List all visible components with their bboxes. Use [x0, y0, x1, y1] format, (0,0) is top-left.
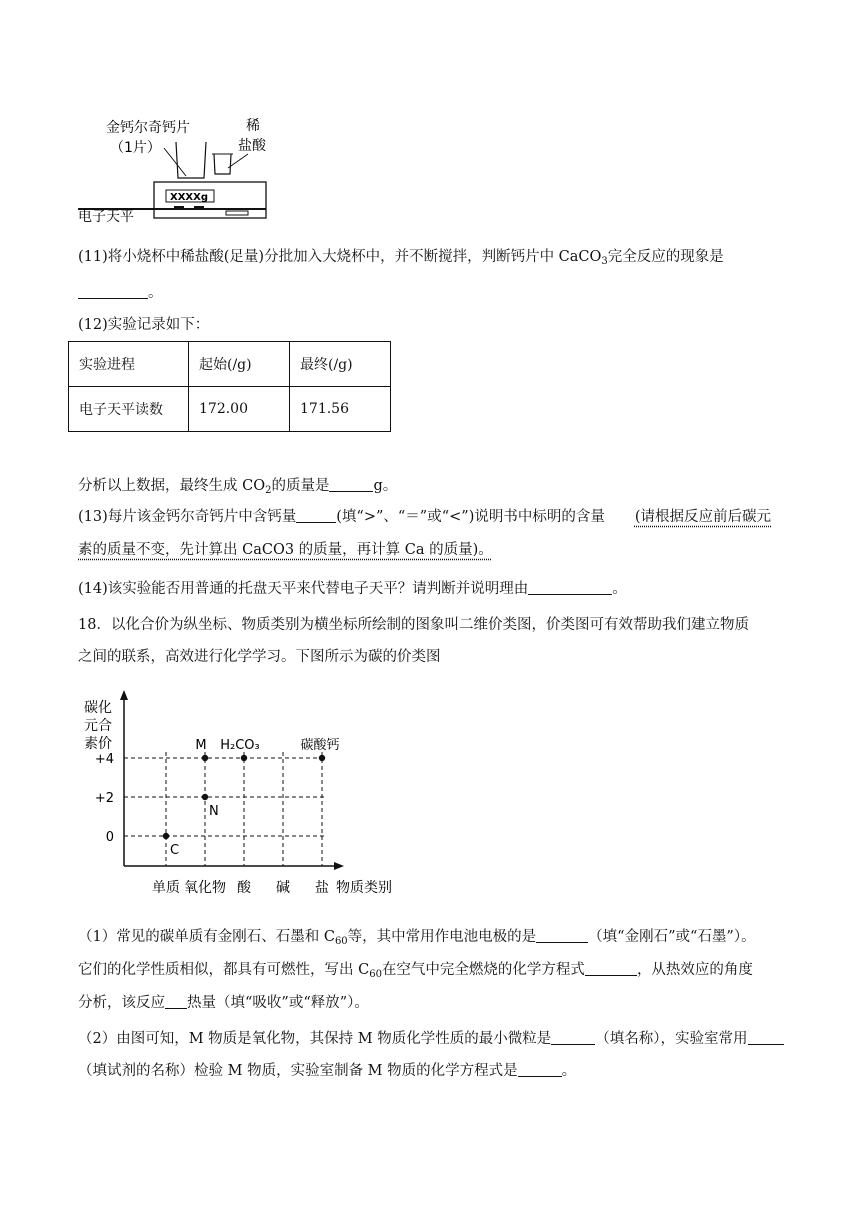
acid-label-2: 盐酸 — [238, 138, 266, 154]
balance-display-text: XXXXg — [170, 192, 208, 203]
x-tick-label: 碱 — [276, 880, 290, 896]
question-14: (14)该实验能否用普通的托盘天平来代替电子天平？请判断并说明理由 。 — [78, 581, 627, 597]
x-axis-label: 物质类别 — [336, 880, 392, 896]
answer-blank[interactable] — [329, 477, 373, 492]
acid-label-1: 稀 — [246, 118, 260, 134]
data-point-label: C — [170, 843, 180, 858]
y-axis-arrow — [120, 690, 128, 700]
y-axis-label-line-1: 碳化 — [84, 700, 112, 716]
data-point-label: N — [209, 804, 219, 819]
x-tick-label: 盐 — [315, 880, 329, 896]
chart-grid — [124, 752, 326, 866]
data-point — [319, 755, 325, 761]
answer-blank[interactable] — [528, 580, 612, 595]
experiment-record-table — [68, 341, 391, 432]
table-row — [69, 387, 391, 432]
y-tick-label: +4 — [94, 752, 114, 767]
question-18-line2: 之间的联系，高效进行化学学习。下图所示为碳的价类图 — [78, 649, 441, 665]
data-point-label: H₂CO₃ — [220, 738, 260, 753]
tablet-label: 金钙尔奇钙片 — [106, 120, 190, 136]
x-tick-label: 单质 — [152, 880, 180, 896]
tablet-count-label: （1片） — [110, 140, 161, 156]
y-tick-label: 0 — [105, 830, 114, 845]
part-1-line2: 它们的化学性质相似，都具有可燃性，写出 $C_{60}$在空气中完全燃烧的化学方程式 ，从热效应的角度 — [78, 962, 753, 980]
answer-blank[interactable] — [536, 928, 588, 943]
answer-blank[interactable] — [518, 1062, 562, 1077]
balance-label: 电子天平 — [78, 209, 134, 225]
balance-apparatus-figure — [78, 112, 278, 228]
part-1-line3: 分析，该反应 热量（填“吸收”或“释放”）。 — [78, 995, 369, 1011]
data-point — [202, 794, 208, 800]
question-13-line2: 素的质量不变，先计算出 CaCO3 的质量，再计算 Ca 的质量)。 — [78, 542, 493, 558]
question-11: (11)将小烧杯中稀盐酸(足量)分批加入大烧杯中，并不断搅拌，判断钙片中 CaCO$_3$完全反应的现象是 — [78, 249, 724, 267]
data-point — [202, 755, 208, 761]
y-tick-label: +2 — [94, 791, 114, 806]
table-cell: 电子天平读数 — [69, 387, 189, 432]
y-axis-label-line-2: 元合 — [84, 718, 112, 734]
answer-blank[interactable] — [551, 1030, 595, 1045]
answer-blank[interactable] — [748, 1030, 784, 1045]
x-tick-label: 酸 — [237, 880, 251, 896]
answer-blank[interactable] — [165, 994, 187, 1009]
table-cell: 172.00 — [189, 387, 290, 432]
part-2-line1: （2）由图可知，M 物质是氧化物，其保持 M 物质化学性质的最小微粒是 （填名称），实验室常用 — [78, 1029, 784, 1049]
answer-blank[interactable] — [585, 961, 637, 976]
table-header-cell: 起始(/g) — [189, 342, 290, 387]
table-cell: 171.56 — [290, 387, 391, 432]
table-header-row — [69, 342, 391, 387]
x-axis-arrow — [334, 862, 344, 870]
question-11-answer-line: 。 — [78, 283, 163, 303]
answer-blank[interactable] — [296, 508, 336, 523]
large-beaker — [176, 142, 206, 178]
data-point-label: M — [195, 738, 207, 753]
part-1-line1: （1）常见的碳单质有金刚石、石墨和 $C_{60}$等，其中常用作电池电极的是 （填“金刚石”或“石墨”）。 — [78, 929, 756, 947]
data-point — [163, 833, 169, 839]
analysis-text: 分析以上数据，最终生成 $CO_2$的质量是 g。 — [78, 478, 398, 496]
table-header-cell: 最终(/g) — [290, 342, 391, 387]
question-12: (12)实验记录如下： — [78, 317, 210, 333]
part-2-line2: （填试剂的名称）检验 M 物质，实验室制备 M 物质的化学方程式是 。 — [78, 1063, 577, 1079]
carbon-valence-chart — [80, 688, 410, 898]
data-point-label: 碳酸钙 — [300, 738, 340, 753]
small-beaker — [214, 154, 231, 174]
question-18-line1: 18．以化合价为纵坐标、物质类别为横坐标所绘制的图象叫二维价类图，价类图可有效帮助我们建立物质 — [78, 617, 749, 633]
data-point — [241, 755, 247, 761]
table-header-cell: 实验进程 — [69, 342, 189, 387]
question-13: (13)每片该金钙尔奇钙片中含钙量 (填“>”、“＝”或“<”)说明书中标明的含量 (请根据反应前后碳元 — [78, 509, 772, 525]
answer-blank[interactable] — [78, 284, 148, 299]
x-tick-label: 氧化物 — [184, 880, 226, 896]
y-axis-label-line-3: 素价 — [84, 736, 112, 752]
